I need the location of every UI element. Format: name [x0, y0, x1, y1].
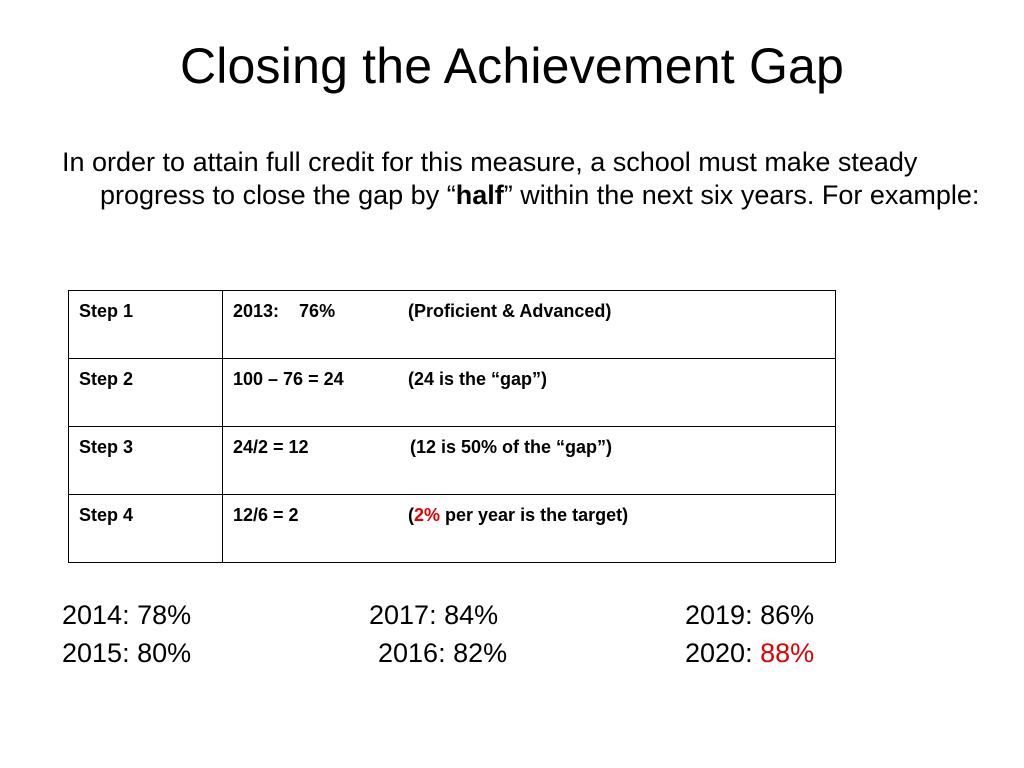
target-2014: 2014: 78%: [62, 600, 192, 630]
intro-bold-word: half: [455, 180, 504, 210]
step-detail: [223, 427, 836, 495]
step-note: (12 is 50% of the “gap”): [410, 437, 613, 457]
target-2015: 2015: 80%: [62, 638, 192, 668]
step-detail: [223, 495, 836, 563]
yearly-targets: [62, 596, 962, 672]
intro-paragraph: [62, 146, 1010, 212]
intro-text-before: In order to attain full credit for this measure, a school must make steady progress to close the gap by “: [62, 147, 918, 210]
table-row: [69, 291, 836, 359]
step-note-open: (: [408, 505, 414, 525]
steps-table: [68, 290, 836, 563]
table-row: [69, 359, 836, 427]
step-note-rest: per year is the target): [440, 505, 629, 525]
target-percent: 2%: [414, 505, 441, 525]
step-calc: 24/2 = 12: [233, 437, 309, 457]
step-calc: 12/6 = 2: [233, 505, 299, 525]
target-2020-label: 2020:: [685, 638, 761, 668]
step-note: (Proficient & Advanced): [408, 301, 612, 321]
intro-text-after: ” within the next six years. For example:: [503, 180, 980, 210]
table-row: [69, 427, 836, 495]
target-2020-value: 88%: [760, 638, 815, 668]
step-calc: 2013: 76%: [233, 301, 336, 321]
target-2016: 2016: 82%: [378, 638, 508, 668]
step-detail: [223, 359, 836, 427]
step-note: (24 is the “gap”): [408, 369, 548, 389]
step-label: Step 2: [69, 359, 223, 427]
step-label: Step 1: [69, 291, 223, 359]
step-detail: [223, 291, 836, 359]
step-label: Step 4: [69, 495, 223, 563]
slide-title: Closing the Achievement Gap: [179, 38, 845, 94]
targets-row-1: [62, 596, 962, 634]
step-label: Step 3: [69, 427, 223, 495]
target-2019: 2019: 86%: [685, 600, 815, 630]
target-2017: 2017: 84%: [369, 600, 499, 630]
table-row: [69, 495, 836, 563]
step-calc: 100 – 76 = 24: [233, 369, 344, 389]
target-2020: [685, 634, 814, 672]
targets-row-2: [62, 634, 962, 672]
